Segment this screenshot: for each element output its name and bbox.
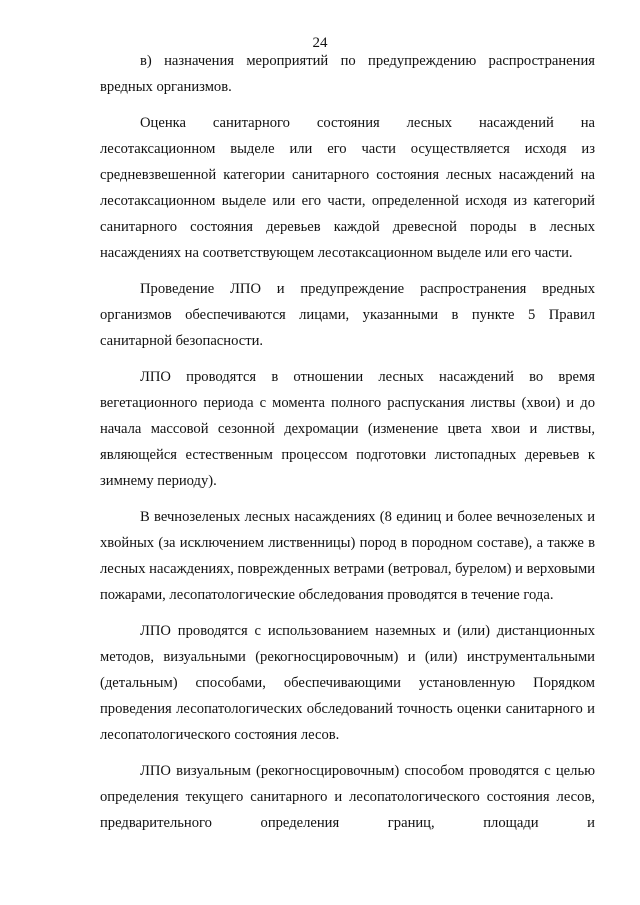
paragraph-lpo-vegetation-period: ЛПО проводятся в отношении лесных насаждений во время вегетационного периода с момента полного распускания листвы (хвои) и до начала массовой сезонной дехромации (изменение цвета хвои и листвы, являющейся естественным процессом подготовки листопадных деревьев к зимнему периоду).	[100, 369, 595, 489]
paragraph-lpo-responsibility: Проведение ЛПО и предупреждение распространения вредных организмов обеспечиваются лицами, указанными в пункте 5 Правил санитарной безопасности.	[100, 281, 595, 349]
paragraph-visual-method: ЛПО визуальным (рекогносцировочным) способом проводятся с целью определения текущего санитарного и лесопатологического состояния лесов, предварительного определения границ, площади и	[100, 763, 595, 831]
page-number: 24	[312, 35, 328, 51]
paragraph-evergreen-forests: В вечнозеленых лесных насаждениях (8 единиц и более вечнозеленых и хвойных (за исключением лиственницы) пород в породном составе), а также в лесных насаждениях, поврежденных ветрами (ветровал, бурелом) и верховыми пожарами, лесопатологические обследования проводятся в течение года.	[100, 509, 595, 603]
paragraph-sanitary-assessment: Оценка санитарного состояния лесных насаждений на лесотаксационном выделе или его части осуществляется исходя из средневзвешенной категории санитарного состояния лесных насаждений на лесотаксационном выделе или его части, определенной исходя из категорий санитарного состояния деревьев каждой древесной породы в лесных насаждениях на соответствующем лесотаксационном выделе или его части.	[100, 115, 595, 261]
paragraph-lpo-methods: ЛПО проводятся с использованием наземных и (или) дистанционных методов, визуальными (рекогносцировочным) и (или) инструментальными (детальным) способами, обеспечивающими установленную Порядком проведения лесопатологических обследований точность оценки санитарного и лесопатологического состояния лесов.	[100, 623, 595, 743]
body-text	[100, 48, 595, 846]
paragraph-item-v: в) назначения мероприятий по предупреждению распространения вредных организмов.	[100, 53, 595, 95]
